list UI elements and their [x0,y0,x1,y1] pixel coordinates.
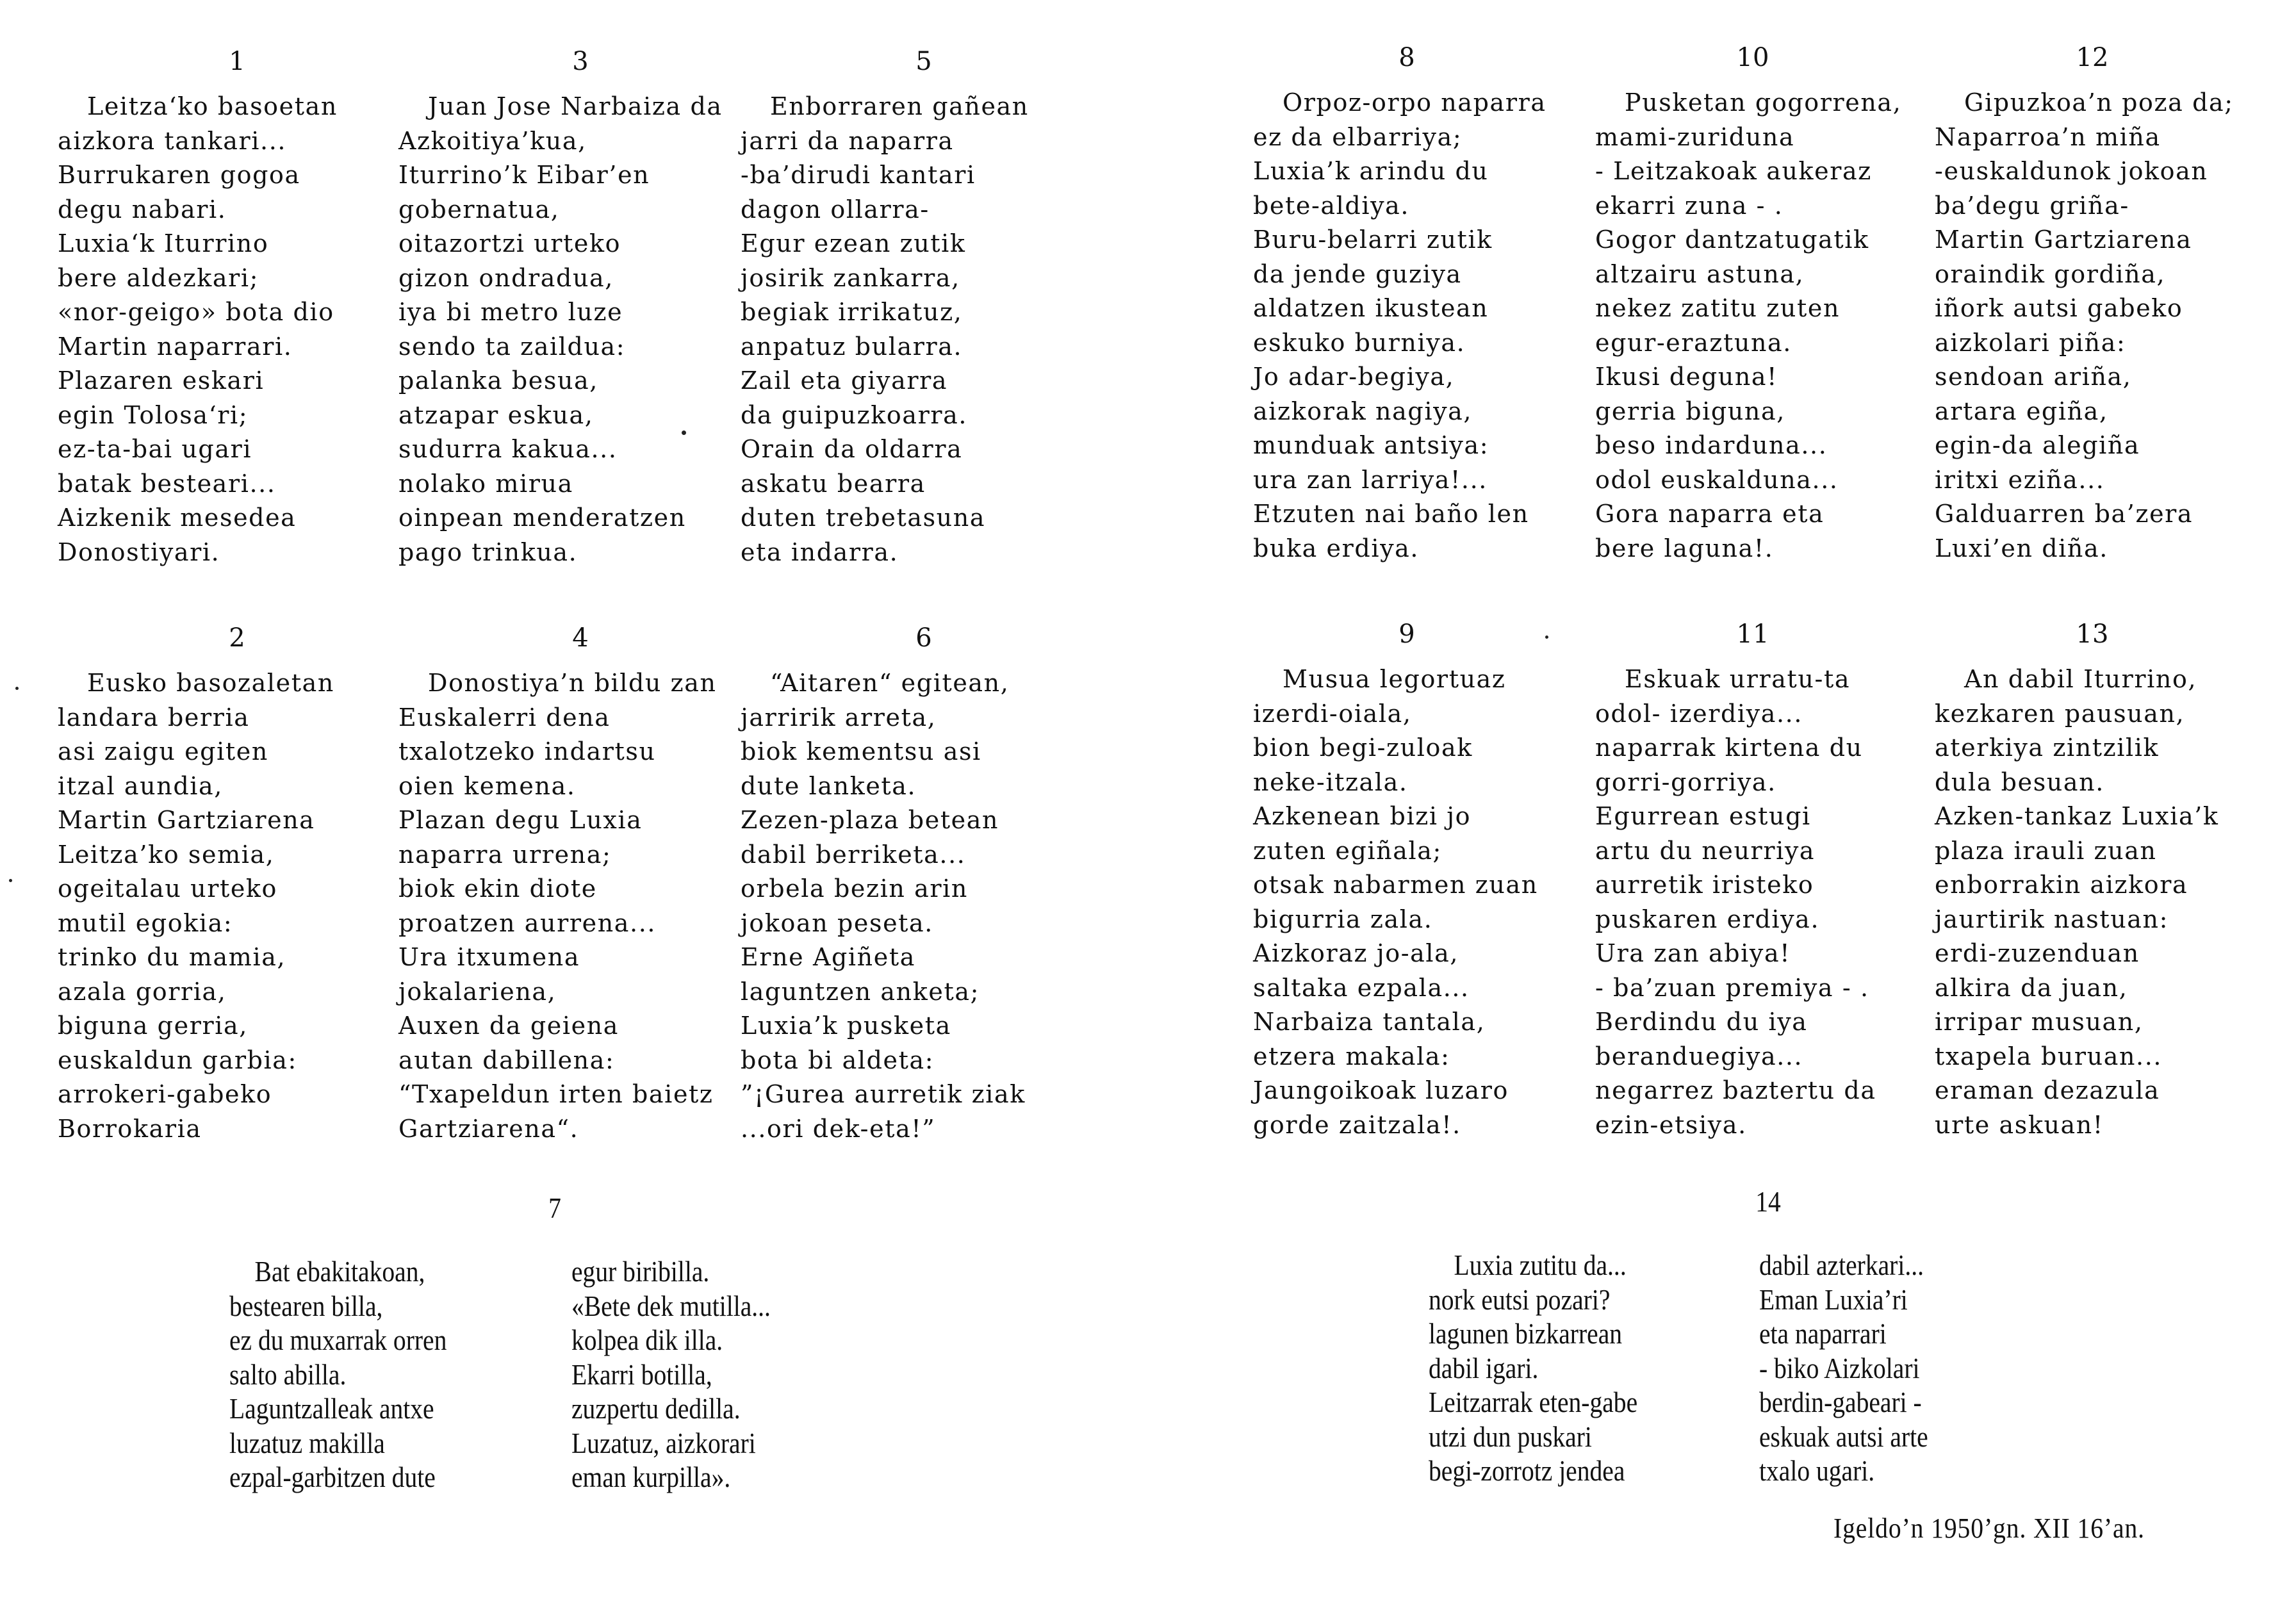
verse-line: landara berria [58,703,250,732]
verse-line: “Txapeldun irten baietz [398,1080,714,1108]
verse-line: irripar musuan, [1935,1008,2144,1036]
verse-line: jaurtirik nastuan: [1935,905,2169,933]
stanza-number: 7 [548,1192,561,1224]
verse-line: Luxia’k arindu du [1253,157,1489,185]
verse-line: bere laguna!. [1595,534,1774,562]
verse-line: munduak antsiya: [1253,431,1489,459]
verse-line: Burrukaren gogoa [58,161,300,189]
verse-line: Martin Gartziarena [58,806,315,834]
verse-line: plaza irauli zuan [1935,836,2157,865]
verse-line: dabil azterkari... [1759,1249,1924,1281]
verse-line: Iturrino’k Eibar’en [398,161,650,189]
verse-line: arrokeri-gabeko [58,1080,272,1108]
stanza-column-right [571,1254,771,1495]
verse-line: Auxen da geiena [398,1012,619,1040]
stanza-number: 1 [229,47,245,76]
verse-line: jarri da naparra [741,126,954,155]
verse-line: altzairu astuna, [1595,259,1805,288]
verse-line: jokalariena, [398,977,557,1006]
verse-line: Borrokaria [58,1114,202,1143]
verse-line: Naparroa’n miña [1935,122,2161,151]
verse-line: bestearen billa, [229,1289,383,1322]
verse-line: - biko Aizkolari [1759,1351,1920,1384]
verse-line: Martin naparrari. [58,332,293,361]
verse-line: odol- izerdiya... [1595,699,1803,728]
verse-line: alkira da juan, [1935,973,2128,1002]
verse-line: egin Tolosa‘ri; [58,400,249,429]
verse-line: negarrez baztertu da [1595,1076,1876,1104]
verse-line: Ekarri botilla, [571,1357,712,1391]
verse-line: aurretik iristeko [1595,871,1814,899]
verse-line: asi zaigu egiten [58,737,268,766]
verse-line: dabil igari. [1429,1351,1539,1384]
verse-line: aizkolari piña: [1935,328,2126,357]
verse-line: zuten egiñala; [1253,836,1442,865]
verse-line: Musua legortuaz [1283,665,1506,693]
verse-line: bigurria zala. [1253,905,1433,933]
verse-line: -euskaldunok jokoan [1935,157,2208,185]
stanza-number: 4 [572,623,589,653]
verse-line: -ba’dirudi kantari [741,161,976,189]
verse-line: - ba’zuan premiya - . [1595,973,1869,1002]
verse-line: iñork autsi gabeko [1935,294,2183,322]
verse-line: ”¡Gurea aurretik ziak [741,1080,1026,1108]
verse-line: An dabil Iturrino, [1964,665,2197,693]
stanza-lines [398,90,723,570]
stanza-number: 8 [1398,43,1415,72]
verse-line: berdin-gabeari - [1759,1386,1922,1418]
stanza-number: 12 [2076,43,2109,72]
stanza-number: 14 [1755,1185,1781,1218]
stanza-number: 3 [572,47,589,76]
verse-line: naparrak kirtena du [1595,734,1863,762]
verse-line: da guipuzkoarra. [741,400,968,429]
verse-line: enborrakin aizkora [1935,871,2188,899]
verse-line: Ura itxumena [398,943,580,971]
print-speck [9,879,12,882]
verse-line: Euskalerri dena [398,703,611,732]
stanza-lines [1595,662,1876,1142]
verse-line: dabil berriketa... [741,840,966,869]
verse-line: dagon ollarra- [741,195,930,224]
verse-line: eraman dezazula [1935,1076,2160,1104]
verse-line: Gartziarena“. [398,1114,579,1143]
verse-line: urte askuan! [1935,1110,2104,1139]
verse-line: oitazortzi urteko [398,229,621,258]
verse-line: ez-ta-bai ugari [58,435,252,463]
verse-line: mami-zuriduna [1595,122,1795,151]
verse-line: ezin-etsiya. [1595,1110,1747,1139]
verse-line: Donostiyari. [58,537,220,566]
print-speck [682,430,686,435]
verse-line: - Leitzakoak aukeraz [1595,157,1872,185]
verse-line: ez da elbarriya; [1253,122,1463,151]
verse-line: zuzpertu dedilla. [571,1392,741,1425]
verse-line: oraindik gordiña, [1935,259,2166,288]
verse-line: Luxia‘k Iturrino [58,229,269,258]
verse-line: aizkora tankari... [58,126,287,155]
verse-line: askatu bearra [741,469,926,498]
verse-line: ura zan larriya!... [1253,465,1488,494]
verse-line: etzera makala: [1253,1042,1450,1070]
verse-line: «nor-geigo» bota dio [58,298,334,326]
verse-line: itzal aundia, [58,771,223,800]
verse-line: mutil egokia: [58,908,233,937]
verse-line: txalotzeko indartsu [398,737,656,766]
verse-line: Laguntzalleak antxe [229,1392,434,1425]
verse-line: dute lanketa. [741,771,917,800]
stanza-lines [741,90,1029,570]
verse-line: Berdindu du iya [1595,1008,1808,1036]
verse-line: Donostiya’n bildu zan [428,669,717,697]
verse-line: Zezen-plaza betean [741,806,999,834]
verse-line: proatzen aurrena... [398,908,657,937]
verse-line: sudurra kakua... [398,435,618,463]
stanza-number: 13 [2076,619,2109,649]
verse-line: pago trinkua. [398,537,578,566]
verse-line: Enborraren gañean [770,92,1029,120]
verse-line: saltaka ezpala... [1253,973,1470,1002]
verse-line: Luxia’k pusketa [741,1012,951,1040]
stanza-column-left [229,1254,447,1495]
verse-line: Eman Luxia’ri [1759,1283,1908,1316]
verse-line: palanka besua, [398,366,598,395]
verse-line: gerria biguna, [1595,397,1785,425]
verse-line: autan dabillena: [398,1046,615,1074]
verse-line: nekez zatitu zuten [1595,294,1841,322]
verse-line: Azkenean bizi jo [1253,802,1472,830]
verse-line: Pusketan gogorrena, [1625,88,1902,117]
verse-line: Luxi’en diña. [1935,534,2108,562]
verse-line: Orain da oldarra [741,435,963,463]
stanza-lines [1253,86,1546,566]
stanza-column-left [1429,1248,1637,1488]
verse-line: izerdi-oiala, [1253,699,1412,728]
stanza-lines [1253,662,1538,1142]
print-speck [15,687,19,690]
verse-line: da jende guziya [1253,259,1462,288]
verse-line: neke-itzala. [1253,767,1408,796]
verse-line: josirik zankarra, [741,263,960,292]
verse-line: Egurrean estugi [1595,802,1811,830]
verse-line: Galduarren ba’zera [1935,500,2194,528]
verse-line: «Bete dek mutilla... [571,1289,771,1322]
verse-line: “Aitaren“ egitean, [770,669,1010,697]
verse-line: Plazan degu Luxia [398,806,643,834]
verse-line: nolako mirua [398,469,573,498]
verse-line: jokoan peseta. [741,908,933,937]
stanza-lines [1935,86,2234,566]
verse-line: utzi dun puskari [1429,1420,1592,1453]
dateline: Igeldo’n 1950’gn. XII 16’an. [1833,1513,2145,1544]
right-page [1148,0,2296,1599]
verse-line: Martin Gartziarena [1935,226,2192,254]
verse-line: Ikusi deguna! [1595,363,1778,391]
verse-line: egur biribilla. [571,1255,710,1288]
verse-line: Egur ezean zutik [741,229,966,258]
verse-line: Narbaiza tantala, [1253,1008,1486,1036]
verse-line: sendo ta zaildua: [398,332,626,361]
verse-line: sendoan ariña, [1935,363,2132,391]
verse-line: otsak nabarmen zuan [1253,871,1538,899]
stanza-number: 6 [915,623,932,653]
verse-line: Leitza‘ko basoetan [87,92,338,120]
verse-line: buka erdiya. [1253,534,1420,562]
verse-line: kolpea dik illa. [571,1324,723,1356]
verse-line: begi-zorrotz jendea [1429,1454,1625,1487]
verse-line: egin-da alegiña [1935,431,2140,459]
verse-line: oinpean menderatzen [398,504,686,532]
verse-line: anpatuz bularra. [741,332,963,361]
verse-line: artu du neurriya [1595,836,1816,865]
verse-line: aizkorak nagiya, [1253,397,1473,425]
stanza-lines [398,666,717,1146]
stanza-lines [58,666,334,1146]
verse-line: Gipuzkoa’n poza da; [1964,88,2234,117]
verse-line: luzatuz makilla [229,1426,385,1459]
verse-line: erdi-zuzenduan [1935,939,2140,967]
verse-line: aterkiya zintzilik [1935,734,2160,762]
verse-line: txalo ugari. [1759,1454,1875,1487]
verse-line: iya bi metro luze [398,298,623,326]
verse-line: jarririk arreta, [741,703,937,732]
verse-line: Eusko basozaletan [87,669,334,697]
verse-line: ...ori dek-eta!” [741,1114,936,1143]
verse-line: beso indarduna... [1595,431,1828,459]
verse-line: bere aldezkari; [58,263,259,292]
stanza-lines [1935,662,2219,1142]
verse-line: orbela bezin arin [741,874,968,903]
verse-line: oien kemena. [398,771,576,800]
verse-line: Erne Agiñeta [741,943,915,971]
stanza-number: 9 [1398,619,1415,649]
verse-line: egur-eraztuna. [1595,328,1792,357]
verse-line: batak besteari... [58,469,276,498]
verse-line: Buru-belarri zutik [1253,226,1493,254]
verse-line: atzapar eskua, [398,400,594,429]
verse-line: ezpal-garbitzen dute [229,1461,436,1493]
verse-line: puskaren erdiya. [1595,905,1820,933]
verse-line: odol euskalduna... [1595,465,1839,494]
verse-line: naparra urrena; [398,840,612,869]
verse-line: ez du muxarrak orren [229,1324,447,1356]
verse-line: gorde zaitzala!. [1253,1110,1461,1139]
verse-line: euskaldun garbia: [58,1046,297,1074]
verse-line: Orpoz-orpo naparra [1283,88,1546,117]
stanza-lines [58,90,338,570]
verse-line: degu nabari. [58,195,227,224]
verse-line: ekarri zuna - . [1595,191,1784,220]
verse-line: aldatzen ikustean [1253,294,1489,322]
verse-line: beranduegiya... [1595,1042,1803,1070]
print-speck [1545,636,1548,639]
verse-line: gobernatua, [398,195,560,224]
verse-line: Juan Jose Narbaiza da [428,92,723,120]
verse-line: lagunen bizkarrean [1429,1317,1623,1350]
stanza-number: 5 [915,47,932,76]
verse-line: Plazaren eskari [58,366,265,395]
verse-line: Leitzarrak eten-gabe [1429,1386,1638,1418]
verse-line: kezkaren pausuan, [1935,699,2185,728]
verse-line: ogeitalau urteko [58,874,278,903]
verse-line: Luzatuz, aizkorari [571,1426,756,1459]
stanza-number: 11 [1736,619,1769,649]
verse-line: begiak irrikatuz, [741,298,963,326]
verse-line: biguna gerria, [58,1012,248,1040]
verse-line: bete-aldiya. [1253,191,1410,220]
verse-line: eta naparrari [1759,1317,1887,1350]
verse-line: eman kurpilla». [571,1461,731,1493]
stanza-number: 2 [229,623,245,653]
verse-line: Azken-tankaz Luxia’k [1935,802,2219,830]
stanza-column-right [1759,1248,1928,1488]
verse-line: artara egiña, [1935,397,2108,425]
verse-line: Leitza’ko semia, [58,840,275,869]
verse-line: laguntzen anketa; [741,977,980,1006]
verse-line: eta indarra. [741,537,899,566]
verse-line: gorri-gorriya. [1595,767,1776,796]
verse-line: Ura zan abiya! [1595,939,1791,967]
verse-line: ba’degu griña- [1935,191,2129,220]
verse-line: Aizkoraz jo-ala, [1253,939,1459,967]
verse-line: Jaungoikoak luzaro [1253,1076,1509,1104]
verse-line: dula besuan. [1935,767,2104,796]
verse-line: gizon ondradua, [398,263,614,292]
stanza-number: 10 [1736,43,1769,72]
verse-line: iritxi eziña... [1935,465,2105,494]
verse-line: txapela buruan... [1935,1042,2163,1070]
verse-line: Eskuak urratu-ta [1625,665,1851,693]
verse-line: Bat ebakitakoan, [254,1255,425,1288]
verse-line: Gogor dantzatugatik [1595,226,1869,254]
verse-line: bion begi-zuloak [1253,734,1473,762]
verse-line: bota bi aldeta: [741,1046,935,1074]
verse-line: eskuak autsi arte [1759,1420,1928,1453]
verse-line: nork eutsi pozari? [1429,1283,1611,1316]
verse-line: Etzuten nai baño len [1253,500,1529,528]
verse-line: Azkoitiya’kua, [398,126,587,155]
verse-line: Zail eta giyarra [741,366,948,395]
verse-line: Gora naparra eta [1595,500,1824,528]
verse-line: eskuko burniya. [1253,328,1466,357]
verse-line: Luxia zutitu da... [1454,1249,1627,1281]
stanza-lines [741,666,1026,1146]
verse-line: trinko du mamia, [58,943,286,971]
verse-line: salto abilla. [229,1357,347,1391]
verse-line: azala gorria, [58,977,227,1006]
stanza-lines [1595,86,1901,566]
verse-line: Jo adar-begiya, [1253,363,1455,391]
verse-line: Aizkenik mesedea [58,504,297,532]
verse-line: duten trebetasuna [741,504,986,532]
verse-line: biok kementsu asi [741,737,981,766]
verse-line: biok ekin diote [398,874,597,903]
